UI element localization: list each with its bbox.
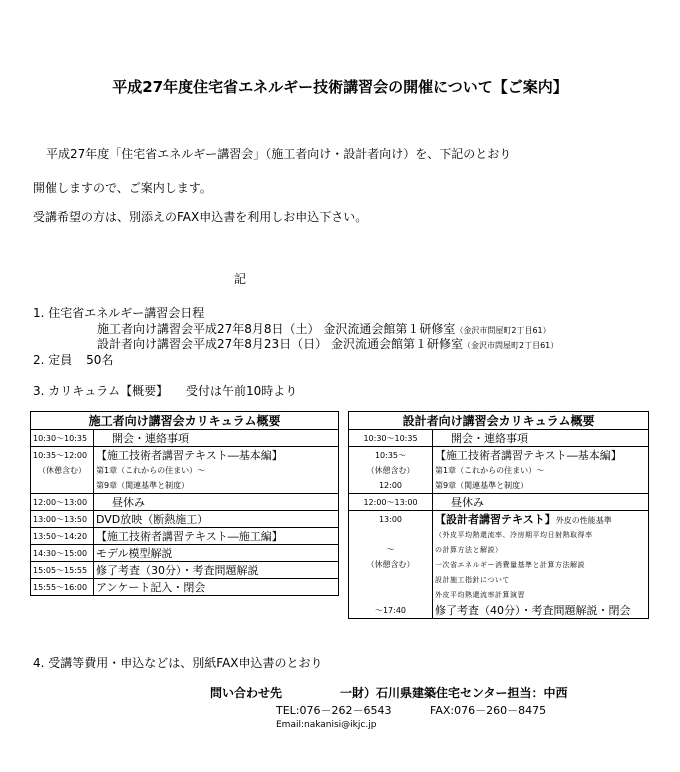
contact-label: 問い合わせ先 bbox=[210, 686, 283, 700]
schedule-heading: 1. 住宅省エネルギー講習会日程 bbox=[33, 306, 205, 320]
capacity bbox=[33, 351, 113, 368]
table-row bbox=[31, 545, 339, 562]
schedule-constructor-address: （金沢市問屋町2丁目61） bbox=[455, 326, 551, 335]
contact-org: 一財）石川県建築住宅センター担当：中西 bbox=[340, 686, 568, 700]
content-cell: 昼休み bbox=[433, 494, 649, 511]
schedule-constructor-text: 施工者向け講習会平成27年8月8日（土） 金沢流通会館第１研修室 bbox=[97, 322, 456, 336]
time-cell: （休憩含む） bbox=[349, 463, 433, 478]
table-row bbox=[349, 478, 649, 494]
content-cell: 第1章（これからの住まい）〜 bbox=[94, 463, 339, 478]
table-row bbox=[349, 430, 649, 447]
table-row bbox=[349, 572, 649, 587]
time-cell bbox=[349, 587, 433, 602]
curriculum-heading bbox=[33, 382, 297, 399]
time-cell: 12:00 bbox=[349, 478, 433, 494]
contact-tel: TEL:076－262－6543 bbox=[276, 704, 392, 717]
designer-text-title: 【設計者講習テキスト】 bbox=[435, 513, 556, 526]
table-row bbox=[349, 447, 649, 464]
table-row bbox=[349, 527, 649, 542]
time-cell bbox=[31, 478, 94, 494]
time-cell: 10:30〜10:35 bbox=[31, 430, 94, 447]
ki-heading: 記 bbox=[234, 272, 247, 286]
content-cell: 第1章（これからの住まい）〜 bbox=[433, 463, 649, 478]
constructor-table-header: 施工者向け講習会カリキュラム概要 bbox=[31, 412, 339, 430]
table-row bbox=[349, 587, 649, 602]
table-row bbox=[31, 478, 339, 494]
time-cell: 15:55〜16:00 bbox=[31, 579, 94, 596]
designer-table-header: 設計者向け講習会カリキュラム概要 bbox=[349, 412, 649, 430]
time-cell: 14:30〜15:00 bbox=[31, 545, 94, 562]
content-cell: 開会・連絡事項 bbox=[433, 430, 649, 447]
table-row bbox=[31, 494, 339, 511]
time-cell: 13:00 bbox=[349, 511, 433, 528]
table-row bbox=[349, 557, 649, 572]
table-row bbox=[349, 542, 649, 557]
table-row bbox=[349, 494, 649, 511]
contact-email[interactable]: Email:nakanisi@ikjc.jp bbox=[276, 720, 377, 730]
content-cell: 第9章（関連基準と制度） bbox=[433, 478, 649, 494]
content-cell: 【施工技術者講習テキスト―基本編】 bbox=[94, 447, 339, 464]
time-cell: 13:50〜14:20 bbox=[31, 528, 94, 545]
time-cell: 〜 bbox=[349, 542, 433, 557]
content-cell: 修了考査（30分）・考査問題解説 bbox=[94, 562, 339, 579]
time-cell: 10:30〜10:35 bbox=[349, 430, 433, 447]
capacity-value: 50名 bbox=[86, 353, 114, 367]
content-cell: 一次省エネルギー消費量基準と計算方法解説 bbox=[433, 557, 649, 572]
table-row bbox=[31, 430, 339, 447]
content-cell: 修了考査（40分）・考査問題解説・閉会 bbox=[433, 602, 649, 619]
content-cell bbox=[433, 511, 649, 528]
reception-note: 受付は午前10時より bbox=[185, 384, 298, 398]
time-cell: 15:05〜15:55 bbox=[31, 562, 94, 579]
content-cell: 【施工技術者講習テキスト―基本編】 bbox=[433, 447, 649, 464]
content-cell: 【施工技術者講習テキスト―施工編】 bbox=[94, 528, 339, 545]
time-cell bbox=[349, 572, 433, 587]
constructor-curriculum-table bbox=[30, 411, 339, 596]
time-cell: 12:00〜13:00 bbox=[31, 494, 94, 511]
time-cell bbox=[349, 527, 433, 542]
content-cell: （外皮平均熱還流率、冷房期平均日射熱取得率 bbox=[433, 527, 649, 542]
intro-line-2: 開催しますので、ご案内します。 bbox=[33, 181, 212, 195]
contact-fax: FAX:076－260－8475 bbox=[430, 704, 547, 717]
schedule-designer bbox=[97, 335, 558, 352]
time-cell: 10:35〜12:00 bbox=[31, 447, 94, 464]
table-row bbox=[31, 562, 339, 579]
content-cell: 昼休み bbox=[94, 494, 339, 511]
content-cell: アンケート記入・閉会 bbox=[94, 579, 339, 596]
time-cell: 13:00〜13:50 bbox=[31, 511, 94, 528]
content-cell: 外皮平均熱還流率計算演習 bbox=[433, 587, 649, 602]
content-cell: 設計施工指針について bbox=[433, 572, 649, 587]
page-title: 平成27年度住宅省エネルギー技術講習会の開催について【ご案内】 bbox=[112, 78, 568, 96]
designer-text-subject: 外皮の性能基準 bbox=[555, 516, 612, 525]
table-row bbox=[31, 447, 339, 464]
capacity-label: 2. 定員 bbox=[33, 353, 73, 367]
schedule-designer-text: 設計者向け講習会平成27年8月23日（日） 金沢流通会館第１研修室 bbox=[97, 337, 463, 351]
schedule-designer-address: （金沢市問屋町2丁目61） bbox=[463, 341, 559, 350]
time-cell: （休憩含む） bbox=[349, 557, 433, 572]
fees-note: 4. 受講等費用・申込などは、別紙FAX申込書のとおり bbox=[33, 656, 323, 670]
content-cell: 第9章（関連基準と制度） bbox=[94, 478, 339, 494]
time-cell: 〜17:40 bbox=[349, 602, 433, 619]
time-cell: （休憩含む） bbox=[31, 463, 94, 478]
table-row bbox=[31, 463, 339, 478]
table-row bbox=[349, 511, 649, 528]
content-cell: の計算方法と解説） bbox=[433, 542, 649, 557]
designer-curriculum-table bbox=[348, 411, 649, 619]
table-row bbox=[349, 602, 649, 619]
table-row bbox=[31, 528, 339, 545]
intro-line-3: 受講希望の方は、別添えのFAX申込書を利用しお申込下さい。 bbox=[33, 210, 368, 224]
time-cell: 10:35〜 bbox=[349, 447, 433, 464]
intro-line-1: 平成27年度「住宅省エネルギー講習会」（施工者向け・設計者向け）を、下記のとおり bbox=[46, 147, 512, 161]
content-cell: DVD放映（断熱施工） bbox=[94, 511, 339, 528]
content-cell: モデル模型解説 bbox=[94, 545, 339, 562]
curriculum-heading-text: 3. カリキュラム【概要】 bbox=[33, 384, 169, 398]
table-row bbox=[349, 463, 649, 478]
content-cell: 開会・連絡事項 bbox=[94, 430, 339, 447]
table-row bbox=[31, 579, 339, 596]
time-cell: 12:00〜13:00 bbox=[349, 494, 433, 511]
table-row bbox=[31, 511, 339, 528]
